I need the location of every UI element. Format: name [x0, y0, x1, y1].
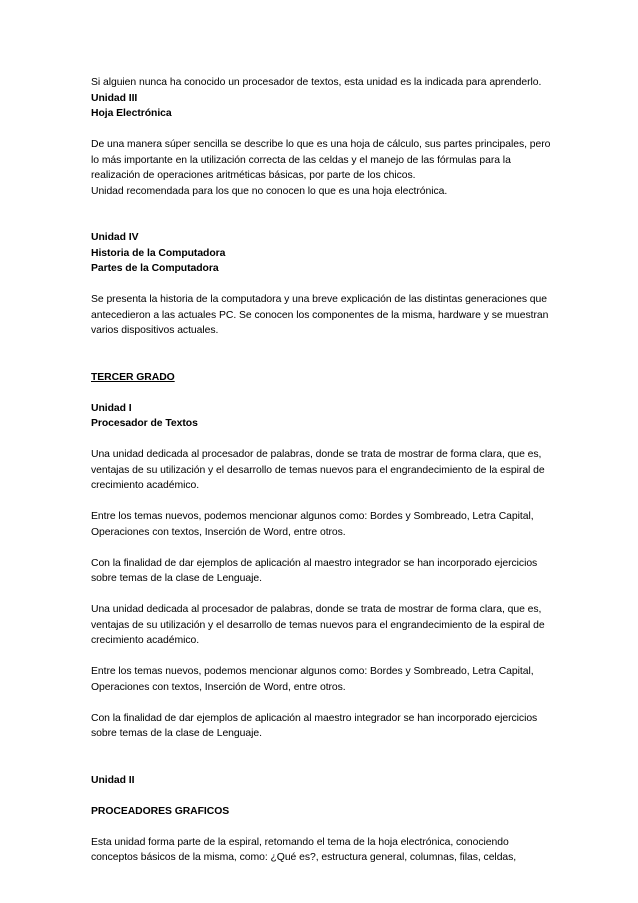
unit-4-paragraph-1: Se presenta la historia de la computadora y una breve explicación de las distintas generaciones que antecedieron a las actuales PC. Se conocen los componentes de la misma, hardware y se muestran varios dispositivos actuales. [91, 294, 549, 336]
spacer [91, 695, 553, 711]
third-grade-paragraph-5: Entre los temas nuevos, podemos mencionar algunos como: Bordes y Sombreado, Letra Capital, Operaciones con textos, Inserción de Word, entre otros. [91, 666, 534, 693]
spacer [91, 742, 553, 773]
third-grade-unit-1-title: Unidad I [91, 402, 132, 414]
third-grade-paragraph-6: Con la finalidad de dar ejemplos de aplicación al maestro integrador se han incorporado ejercicios sobre temas de la clase de Lenguaje. [91, 712, 538, 739]
unit-4-subtitle-1: Historia de la Computadora [91, 247, 226, 259]
third-grade-paragraph-4: Una unidad dedicada al procesador de palabras, donde se trata de mostrar de forma clara, que es, ventajas de su utilización y el desarrollo de temas nuevos para el engrandecimiento de la espiral de crecimiento académico. [91, 604, 545, 646]
spacer [91, 494, 553, 510]
spacer [91, 432, 553, 448]
third-grade-paragraph-7: Esta unidad forma parte de la espiral, retomando el tema de la hoja electrónica, conociendo conceptos básicos de la misma, como: ¿Qué es?, estructura general, columnas, filas, celdas, [91, 836, 517, 863]
spacer [91, 540, 553, 556]
intro-paragraph: Si alguien nunca ha conocido un procesador de textos, esta unidad es la indicada para aprenderlo. [91, 77, 542, 88]
third-grade-unit-1-subtitle: Procesador de Textos [91, 418, 198, 429]
spacer [91, 587, 553, 603]
spacer [91, 385, 553, 401]
spacer [91, 819, 553, 835]
third-grade-paragraph-3: Con la finalidad de dar ejemplos de aplicación al maestro integrador se han incorporado ejercicios sobre temas de la clase de Lenguaje. [91, 557, 538, 584]
third-grade-unit-2-subtitle: PROCEADORES GRAFICOS [91, 805, 230, 817]
grade-heading: TERCER GRADO [91, 371, 175, 383]
third-grade-paragraph-2: Entre los temas nuevos, podemos mencionar algunos como: Bordes y Sombreado, Letra Capital, Operaciones con textos, Inserción de Word, entre otros. [91, 511, 534, 538]
spacer [91, 788, 553, 804]
unit-3-title: Unidad III [91, 92, 138, 104]
spacer [91, 277, 553, 293]
spacer [91, 122, 553, 138]
unit-3-subtitle: Hoja Electrónica [91, 108, 172, 119]
third-grade-paragraph-1: Una unidad dedicada al procesador de palabras, donde se trata de mostrar de forma clara, que es, ventajas de su utilización y el desarrollo de temas nuevos para el engrandecimiento de la espiral de crecimiento académico. [91, 449, 545, 491]
unit-4-title: Unidad IV [91, 232, 139, 243]
third-grade-unit-2-title: Unidad II [91, 774, 135, 786]
unit-3-paragraph-2: Unidad recomendada para los que no conocen lo que es una hoja electrónica. [91, 185, 448, 197]
spacer [91, 199, 553, 230]
document-page [91, 75, 553, 866]
unit-4-subtitle-2: Partes de la Computadora [91, 263, 219, 274]
spacer [91, 339, 553, 370]
spacer [91, 649, 553, 665]
unit-3-paragraph-1: De una manera súper sencilla se describe lo que es una hoja de cálculo, sus partes principales, pero lo más importante en la utilización correcta de las celdas y el manejo de las fórmulas para la realización de operaciones aritméticas básicas, por parte de los chicos. [91, 139, 551, 181]
